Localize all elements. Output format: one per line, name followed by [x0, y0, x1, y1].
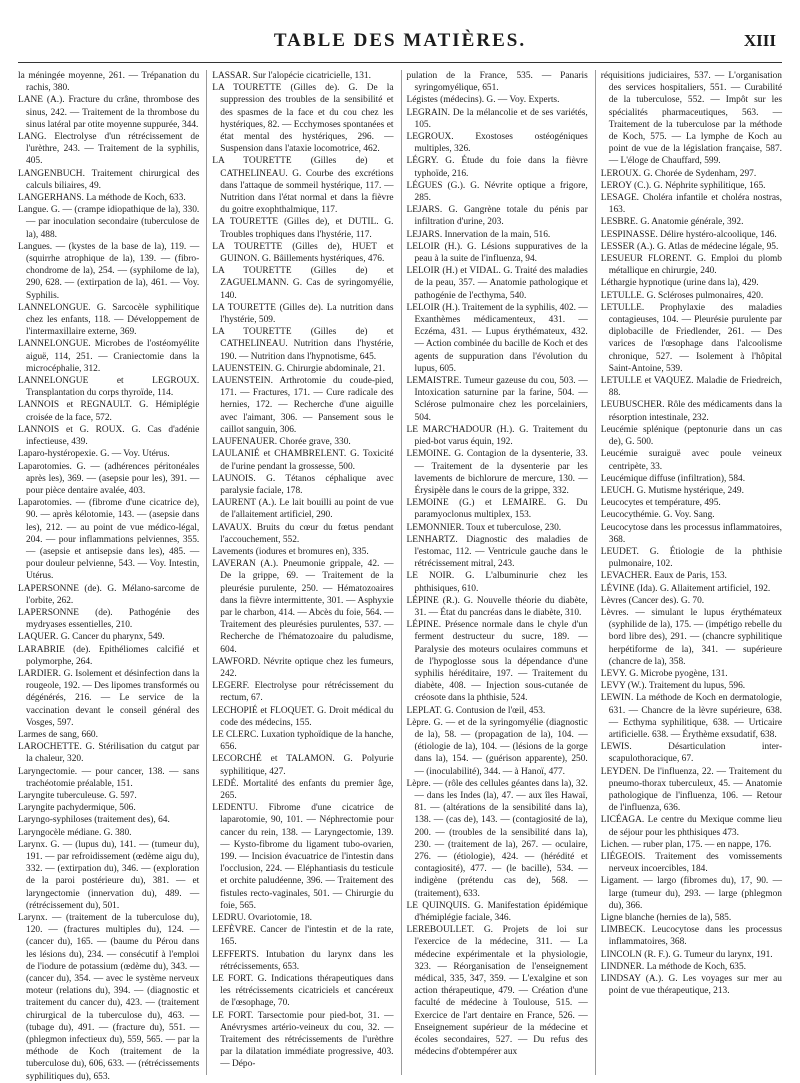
index-entry: LEJARS. G. Gangrène totale du pénis par infiltration d'urine, 203. — [406, 205, 588, 228]
index-entry: LEUCH. G. Mutisme hystérique, 249. — [600, 485, 744, 496]
index-entry: LAQUER. G. Cancer du pharynx, 549. — [18, 632, 165, 643]
index-entry: LAROCHETTE. G. Stérilisation du catgut par la chaleur, 320. — [18, 742, 200, 765]
index-entry: Laryngite tuberculeuse. G. 597. — [18, 790, 137, 801]
index-entry: LELOIR (H.). Traitement de la syphilis, 402. — Exanthèmes médicamenteux, 431. — Eczéma, 431. — Lupus érythémateux, 432. — Action combinée du bacille de Koch et des agents de suppuration dans l'évolution du lupus, 605. — [406, 302, 588, 374]
index-entry: LAPERSONNE (de). Pathogénie des mydryases essentielles, 210. — [18, 607, 200, 631]
index-entry: Lèpre. — (rôle des cellules géantes dans la), 32. — dans les Indes (la), 47. — aux îles Hawaï, 81. — (altérations de la sensibilité dans la), 138. — (cas de), 143. — (contagiosité de la), 200. — (troubles de la sensibilité dans la), 230. — (traitement de la), 267. — oculaire, 276. — (étiologie), 424. — (hérédité et contagiosité), 477. — (le bacille), 534. — indigène (prétendu cas de), 568. — (traitement), 633. — [406, 778, 588, 899]
index-entry: LETULLE. Prophylaxie des maladies contagieuses, 104. — Pleurésie purulente par diplobacille de Friedlender, 261. — Des varices de l'œsophage dans l'alcoolisme chronique, 527. — Isolement à l'hôpital Saint-Antoine, 539. — [600, 302, 782, 374]
index-entry: Ligament. — largo (fibromes du), 17, 90. — large (tumeur du), 293. — large (phlegmon du), 366. — [600, 876, 782, 911]
index-entry: LA TOURETTE (Gilles de) et CATHELINEAU. Nutrition dans l'hystérie, 190. — Nutrition dans l'hypnotisme, 645. — [212, 327, 394, 362]
index-entry: LANGENBUCH. Traitement chirurgical des calculs biliaires, 49. — [18, 168, 200, 191]
index-entry: pulation de la France, 535. — Panaris syringomyélique, 651. — [406, 71, 588, 94]
index-entry: LEDÉ. Mortalité des enfants du premier âge, 265. — [212, 778, 394, 801]
index-entry: Laryngocèle médiane. G. 380. — [18, 827, 132, 838]
index-entry: Légistes (médecins). G. — Voy. Experts. — [406, 95, 560, 106]
index-entry: LANE (A.). Fracture du crâne, thrombose des sinus, 242. — Traitement de la thrombose du sinus latéral par otite moyenne suppurée, 344. — [18, 95, 200, 130]
index-entry: LIÉGEOIS. Traitement des vomissements nerveux incoercibles, 184. — [600, 852, 782, 875]
page-number: XIII — [743, 31, 776, 50]
index-entry: Lichen. — ruber plan, 175. — en nappe, 176. — [600, 839, 772, 850]
index-entry: LE FORT. G. Indications thérapeutiques dans les rétrécissements cicatriciels et cancéreux de l'œsophage, 70. — [212, 974, 394, 1009]
index-entry: Ligne blanche (hernies de la), 585. — [600, 913, 732, 924]
index-entry: Laryngo-syphiloses (traitement des), 64. — [18, 815, 170, 826]
index-entry: LE QUINQUIS. G. Manifestation épidémique d'hémiplégie faciale, 346. — [406, 900, 588, 924]
index-entry: LÉPINE. Présence normale dans le chyle d'un ferment destructeur du sucre, 189. — Paralysie des moteurs oculaires communs et de l'hypoglosse sous la dépendance d'une syphilis héréditaire, 197. — Traitement du diabète, 408. — Injection sous-cutanée de créosote dans la phthisie, 524. — [406, 620, 588, 704]
index-entry: LAPERSONNE (de). G. Mélano-sarcome de l'orbite, 262. — [18, 583, 200, 606]
index-entry: Laparo-hystéropexie. G. — Voy. Utérus. — [18, 449, 170, 460]
index-entry: LE MARC'HADOUR (H.). G. Traitement du pied-bot varus équin, 192. — [406, 424, 588, 448]
index-entry: LINDSAY (A.). G. Les voyages sur mer au point de vue thérapeutique, 213. — [600, 974, 782, 997]
index-entry: LEDENTU. Fibrome d'une cicatrice de laparotomie, 90, 101. — Néphrectomie pour cancer du rein, 138. — Laryngectomie, 139. — Kysto-fibrome du ligament tubo-ovarien, 199. — Incision évacuatrice de l'intestin dans l'occlusion, 224. — Eléphantiasis du testicule et orchite paludéenne, 396. — Traitement des fistules recto-vaginales, 501. — Chirurgie du foie, 565. — [212, 803, 394, 911]
index-entry: Leucocytes et température, 495. — [600, 498, 721, 509]
index-entry: LAURENT (A.). Le lait bouilli au point de vue de l'allaitement artificiel, 290. — [212, 498, 394, 521]
index-entry: LIMBECK. Leucocytose dans les processus inflammatoires, 368. — [600, 925, 782, 948]
index-entry: LESBRE. G. Anatomie générale, 392. — [600, 217, 744, 228]
index-entry: Larmes de sang, 660. — [18, 729, 98, 740]
index-entry: LAVERAN (A.). Pneumonie grippale, 42. — De la grippe, 69. — Traitement de la pleurésie purulente, 250. — Hématozoaires dans la fièvre intermittente, 301. — Asphyxie par le charbon, 414. — Abcès du foie, 564. — Traitement des pleurésies purulentes, 537. — Recherche de l'hématozoaire du paludisme, 604. — [212, 559, 394, 655]
index-entry: LEUBUSCHER. Rôle des médicaments dans la résorption intestinale, 232. — [600, 400, 782, 423]
index-entry: Leucémique diffuse (infiltration), 584. — [600, 473, 746, 484]
index-columns — [18, 70, 782, 1082]
index-entry: LA TOURETTE (Gilles de), et DUTIL. G. Troubles trophiques dans l'hystérie, 117. — [212, 217, 394, 240]
index-entry: LE CLERC. Luxation typhoïdique de la hanche, 656. — [212, 729, 394, 753]
index-entry: LEGROUX. Exostoses ostéogéniques multiples, 326. — [406, 132, 588, 155]
index-entry: LA TOURETTE (Gilles de) et CATHELINEAU. G. Courbe des excrétions dans l'attaque de sommeil hystérique, 117. — Nutrition dans l'état normal et dans la fièvre du goitre exophthalmique, 117. — [212, 156, 394, 216]
index-entry: LARDIER. G. Isolement et désinfection dans la rougeole, 192. — Des lipomes transformés ou dégénérés, 216. — Le service de la vaccination devant le conseil général des Vosges, 597. — [18, 668, 200, 728]
index-entry: LANNOIS et G. ROUX. G. Cas d'adénie infectieuse, 439. — [18, 424, 200, 448]
index-entry: LESAGE. Choléra infantile et choléra nostras, 163. — [600, 193, 782, 216]
page-header — [18, 22, 782, 63]
index-entry: LINDNER. La méthode de Koch, 635. — [600, 961, 747, 972]
index-entry: Laparotomies. G. — (adhérences péritonéales après les), 369. — (asepsie pour les), 391. — pour pièce dentaire avalée, 403. — [18, 461, 200, 496]
index-entry: LEMOINE (G.) et LEMAIRE. G. Du paramyoclonus multiplex, 153. — [406, 498, 588, 521]
index-entry: LEYDEN. De l'influenza, 22. — Traitement du pneumo-thorax tuberculeux, 45. — Anatomie pathologique de l'influenza, 106. — Retour de l'influenza, 636. — [600, 766, 782, 814]
index-column-2 — [206, 70, 393, 1075]
index-entry: LÉGUES (G.). G. Névrite optique a frigore, 285. — [406, 180, 588, 204]
index-entry: LANNOIS et REGNAULT. G. Hémiplégie croisée de la face, 572. — [18, 400, 200, 423]
index-entry: LEGERF. Electrolyse pour rétrécissement du rectum, 67. — [212, 681, 394, 704]
index-entry: LENHARTZ. Diagnostic des maladies de l'estomac, 112. — Ventricule gauche dans le rétrécissement mitral, 243. — [406, 534, 588, 570]
page-title: TABLE DES MATIÈRES. — [273, 30, 527, 51]
index-entry: LEWIN. La méthode de Koch en dermatologie, 631. — Chancre de la lèvre supérieure, 638. — Ecthyma syphilitique, 638. — Urticaire artificielle. 638. — Érythème exsudatif, 638. — [600, 693, 782, 740]
index-entry: LEVY. G. Microbe pyogène, 131. — [600, 668, 728, 679]
index-entry: Leucocythémie. G. Voy. Sang. — [600, 510, 715, 521]
index-entry: LEPLAT. G. Contusion de l'œil, 453. — [406, 705, 546, 716]
index-entry: LA TOURETTE (Gilles de), HUET et GUINON. G. Bâillements hystériques, 476. — [212, 241, 394, 265]
index-entry: Larynx. G. — (lupus du), 141. — (tumeur du), 191. — par refroidissement (œdème aigu du), 332. — (extirpation du), 346. — (exploration de la paroi postérieure du), 381. — et laryngectomie (innervation du), 489. — (rétrécissement du), 501. — [18, 839, 200, 911]
index-entry: LEFFERTS. Intubation du larynx dans les rétrécissements, 653. — [212, 949, 394, 972]
index-entry: LEGRAIN. De la mélancolie et de ses variétés, 105. — [406, 107, 588, 130]
index-entry: la méningée moyenne, 261. — Trépanation du rachis, 380. — [18, 71, 200, 94]
index-entry: LEJARS. Innervation de la main, 516. — [406, 229, 551, 240]
index-entry: LAUFENAUER. Chorée grave, 330. — [212, 437, 351, 448]
index-entry: Laparotomies. — (fibrome d'une cicatrice de), 90. — après kélotomie, 143. — (asepsie dans les), 212. — au point de vue médico-légal, 204. — pour inflammations pelviennes, 355. — (asepsie et antisepsie dans les), 485. — pour douleur pelvienne, 543. — Voy. Intestin, Utérus. — [18, 498, 200, 582]
index-entry: LEVY (W.). Traitement du lupus, 596. — [600, 681, 746, 692]
index-entry: réquisitions judiciaires, 537. — L'organisation des services hospitaliers, 551. — Curabilité de la tuberculose, 552. — Impôt sur les spécialités pharmaceutiques, 563. — Traitement de la tuberculose par la méthode de Koch, 575. — La lymphe de Koch au point de vue de la législation française, 587. — L'éloge de Chauffard, 599. — [600, 71, 782, 167]
index-entry: LEREBOULLET. G. Projets de loi sur l'exercice de la médecine, 311. — La médecine expérimentale et la physiologie, 323. — Réorganisation de l'enseignement médical, 335, 347, 359. — L'exalgine et son action thérapeutique, 479. — Création d'une faculté de médecine à Toulouse, 515. — Exercice de l'art dentaire en France, 526. — Enseignement supérieur de la médecine et écoles secondaires, 527. — Du refus des médecins d'obtempérer aux — [406, 925, 588, 1058]
index-entry: LÉPINE (R.). G. Nouvelle théorie du diabète, 31. — État du pancréas dans le diabète, 310. — [406, 595, 588, 618]
index-entry: LÉGRY. G. Étude du foie dans la fièvre typhoïde, 216. — [406, 156, 588, 179]
index-entry: LAWFORD. Névrite optique chez les fumeurs, 242. — [212, 656, 394, 679]
index-entry: LASSAR. Sur l'alopécie cicatricielle, 131. — [212, 71, 371, 81]
index-entry: Langue. G. — (crampe idiopathique de la), 330. — par inoculation secondaire (tuberculose de la), 488. — [18, 205, 200, 240]
index-entry: LANNELONGUE. G. Sarcocèle syphilitique chez les enfants, 118. — Développement de l'intermaxillaire externe, 369. — [18, 302, 200, 338]
index-entry: LEMOINE. G. Contagion de la dysenterie, 33. — Traitement de la dysenterie par les lavements de bichlorure de mercure, 130. — Érysipèle dans le cours de la grippe, 332. — [406, 449, 588, 496]
index-entry: LEFÈVRE. Cancer de l'intestin et de la rate, 165. — [212, 925, 394, 948]
index-entry: LE FORT. Tarsectomie pour pied-bot, 31. — Anévrysmes artério-veineux du cou, 32. — Traitement des rétrécissements de l'urèthre par la dilatation immédiate progressive, 403. — Dépo- — [212, 1010, 394, 1070]
index-entry: Leucémie splénique (peptonurie dans un cas de), G. 500. — [600, 424, 782, 448]
index-entry: LÉVINE (Ida). G. Allaitement artificiel, 192. — [600, 583, 771, 594]
index-entry: Lavements (iodures et bromures en), 335. — [212, 546, 369, 557]
index-entry: LANG. Electrolyse d'un rétrécissement de l'urèthre, 243. — Traitement de la syphilis, 405. — [18, 132, 200, 167]
index-entry: Laryngite pachydermique, 506. — [18, 803, 136, 814]
index-entry: LE NOIR. G. L'albuminurie chez les phthisiques, 610. — [406, 571, 588, 594]
index-entry: LELOIR (H.) et VIDAL. G. Traité des maladies de la peau, 357. — Anatomie pathologique et pathogénie de l'ecthyma, 540. — [406, 266, 588, 301]
index-entry: LA TOURETTE (Gilles de). La nutrition dans l'hystérie, 509. — [212, 302, 394, 326]
index-entry: LECHOPIÉ et FLOQUET. G. Droit médical du code des médecins, 155. — [212, 705, 394, 728]
index-entry: LAUENSTEIN. G. Chirurgie abdominale, 21. — [212, 363, 385, 374]
index-entry: Leucocytose dans les processus inflammatoires, 368. — [600, 522, 782, 545]
index-column-1 — [18, 70, 200, 1082]
index-entry: LESSER (A.). G. Atlas de médecine légale, 95. — [600, 241, 779, 252]
index-entry: Lèpre. G. — et de la syringomyélie (diagnostic de la), 58. — (propagation de la), 104. — (étiologie de la), 104. — (lésions de la gorge dans la), 154. — (guérison apparente), 250. — (inoculabilité), 344. — à Hanoï, 477. — [406, 717, 588, 777]
index-entry: Larynx. — (traitement de la tuberculose du), 120. — (fractures multiples du), 124. — (cancer du), 165. — (baume du Pérou dans les lésions du), 234. — consécutif à l'emploi de l'iodure de potassium (œdème du), 343. — (cancer du), 354. — avec le système nerveux moteur (relations du), 394. — (diagnostic et traitement du cancer du), 423. — (traitement chirurgical de la tuberculose du), 463. — (tubage du), 491. — (fracture du), 551. — (phlegmon infectieux du), 559, 565. — par la méthode de Koch (traitement de la tuberculose du), 606, 633. — (rétrécissements syphilitiques du), 653. — [18, 913, 200, 1082]
index-entry: LANNELONGUE et LEGROUX. Transplantation du corps thyroïde, 114. — [18, 376, 200, 399]
index-entry: Leucémie suraiguë avec poule veineux centripète, 33. — [600, 449, 782, 472]
index-entry: LELOIR (H.). G. Lésions suppuratives de la peau à la suite de l'influenza, 94. — [406, 241, 588, 265]
index-entry: LEVACHER. Eaux de Paris, 153. — [600, 571, 727, 582]
index-column-3 — [401, 70, 588, 1075]
index-entry: LEMAISTRE. Tumeur gazeuse du cou, 503. — Intoxication saturnine par la farine, 504. — Sclérose pulmonaire chez les porcelainiers, 504. — [406, 376, 588, 423]
index-entry: LEUDET. G. Étiologie de la phthisie pulmonaire, 102. — [600, 546, 782, 570]
index-entry: LEWIS. Désarticulation inter-scapulothoracique, 67. — [600, 742, 782, 765]
index-entry: LESUEUR FLORENT. G. Emploi du plomb métallique en chirurgie, 240. — [600, 254, 782, 277]
index-entry: LA TOURETTE (Gilles de). G. De la suppression des troubles de la sensibilité et des spasmes de la face et du cou chez les hystériques, 82. — Ecchymoses spontanées et état mental des hystériques, 296. — Suspension dans l'ataxie locomotrice, 462. — [212, 83, 394, 155]
index-entry: LANNELONGUE. Microbes de l'ostéomyélite aiguë, 114, 251. — Craniectomie dans la microcéphalie, 312. — [18, 339, 200, 374]
index-entry: LEMONNIER. Toux et tuberculose, 230. — [406, 522, 562, 533]
index-entry: LA TOURETTE (Gilles de) et ZAGUELMANN. G. Cas de syringomyélie, 140. — [212, 266, 394, 301]
index-entry: Lèvres (Cancer des). G. 70. — [600, 595, 705, 606]
index-entry: LAUENSTEIN. Arthrotomie du coude-pied, 171. — Fractures, 171. — Cure radicale des hernies, 172. — Recherche d'une aiguille avec l'aimant, 306. — Pansement sous le caillot sanguin, 306. — [212, 376, 394, 435]
index-entry: LECORCHÉ et TALAMON. G. Polyurie syphilitique, 427. — [212, 754, 394, 777]
index-entry: LEROY (C.). G. Néphrite syphilitique, 165. — [600, 180, 766, 191]
index-entry: LANGERHANS. La méthode de Koch, 633. — [18, 193, 186, 204]
index-entry: LEROUX. G. Chorée de Sydenham, 297. — [600, 168, 757, 179]
index-entry: LEDRU. Ovariotomie, 18. — [212, 913, 312, 924]
index-entry: Laryngectomie. — pour cancer, 138. — sans trachéotomie préalable, 151. — [18, 766, 200, 789]
index-entry: LAUNOIS. G. Tétanos céphalique avec paralysie faciale, 178. — [212, 473, 394, 496]
index-column-4 — [595, 70, 782, 1075]
index-entry: LESPINASSE. Délire hystéro-alcoolique, 146. — [600, 229, 777, 240]
index-entry: Lèvres. — simulant le lupus érythémateux (syphilide de la), 175. — (impétigo rebelle du bord libre des), 291. — (chancre syphilitique herpétiforme de la), 341. — supérieure (chancre de la), 358. — [600, 607, 782, 667]
index-entry: LETULLE et VAQUEZ. Maladie de Friedreich, 88. — [600, 376, 782, 399]
index-entry: LAVAUX. Bruits du cœur du fœtus pendant l'accouchement, 552. — [212, 522, 394, 545]
index-entry: LICÉAGA. Le centre du Mexique comme lieu de séjour pour les phthisiques 473. — [600, 815, 782, 838]
index-entry: Léthargie hypnotique (urine dans la), 429. — [600, 278, 759, 289]
index-entry: LINCOLN (R. F.). G. Tumeur du larynx, 191. — [600, 949, 773, 960]
index-entry: LARABRIE (de). Epithéliomes calcifié et polymorphe, 264. — [18, 644, 200, 667]
index-entry: LETULLE. G. Scléroses pulmonaires, 420. — [600, 290, 764, 301]
index-entry: Langues. — (kystes de la base de la), 119. — (squirrhe atrophique de la), 139. — (fibro-chondrome de la), 254. — (syphilome de la), 290, 628. — (extirpation de la), 461. — Voy. Syphilis. — [18, 241, 200, 301]
index-entry: LAULANIÉ et CHAMBRELENT. G. Toxicité de l'urine pendant la grossesse, 500. — [212, 449, 394, 472]
